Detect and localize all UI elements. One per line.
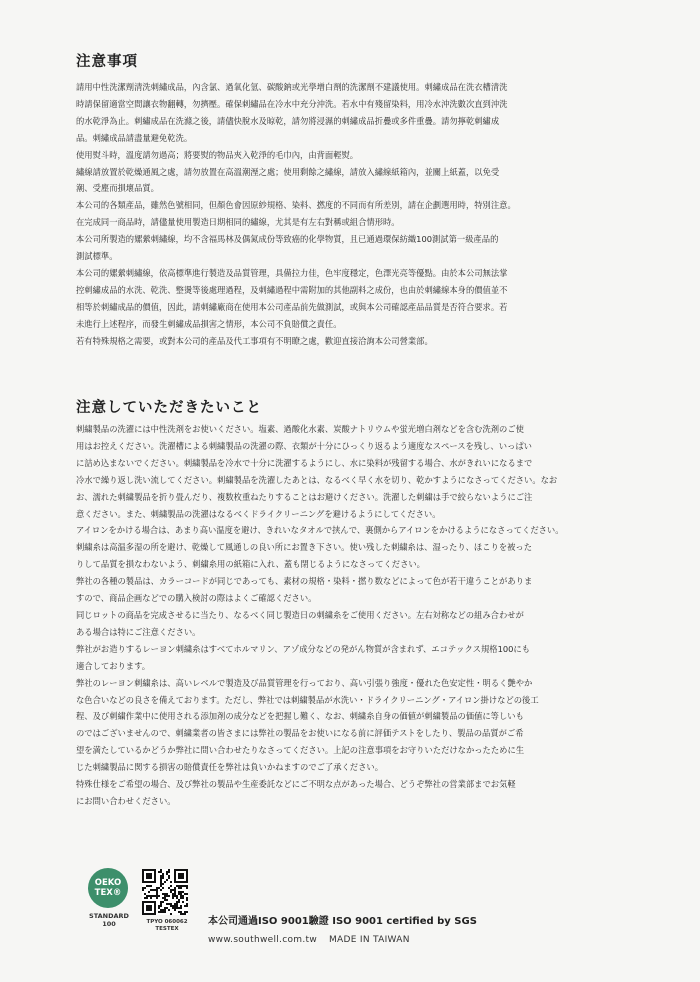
section-title-japanese: 注意していただきたいこと — [76, 400, 262, 416]
text-line: 弊社がお造りするレーヨン刺繍糸はすべてホルマリン、アゾ成分などの発がん物質が含まれず、エコテックス規格100にも — [76, 643, 530, 654]
text-line: 請用中性洗潔劑清洗刺繡成品，內含氯、過氧化氫、碳酸鈉或光學增白劑的洗潔劑不建議使用。刺繡成品在洗衣槽清洗 — [76, 82, 508, 92]
text-line: 意ください。また、刺繍製品の洗濯はなるべくドライクリーニングを避けるようにしてください。 — [76, 508, 441, 519]
text-line: 用はお控えください。洗濯槽による刺繍製品の洗濯の際、衣類が十分にひっくり返るよう適度なスペースを残し、いっぱい — [76, 440, 532, 451]
text-line: 繡線請放置於乾燥通風之處，請勿放置在高溫潮溼之處；使用剩餘之繡線，請放入繡線紙箱內，並關上紙蓋，以免受 — [76, 166, 500, 177]
text-line: 本公司的嫘縈刺繡線，依高標準進行製造及品質管理，具備拉力佳，色牢度穩定，色澤光亮等優點。由於本公司無法掌 — [76, 267, 508, 278]
text-line: 的水乾淨為止。刺繡成品在洗滌之後，請儘快脫水及晾乾，請勿將浸濕的刺繡成品折疊或多件重疊。請勿擰乾刺繡成 — [76, 115, 500, 126]
text-line: な色合いなどの良さを備えております。ただし、弊社では刺繍製品が水洗い・ドライクリーニング・アイロン掛けなどの後工 — [76, 694, 539, 705]
text-line: 控刺繡成品的水洗、乾洗、整燙等後處理過程，及刺繡過程中需附加的其他副料之成份，也由於刺繡線本身的價值並不 — [76, 284, 508, 295]
text-line: ある場合は特にご注意ください。 — [76, 626, 201, 637]
text-line: 同じロットの商品を完成させるに当たり、なるべく同じ製造日の刺繍糸をご使用ください。左右対称などの組み合わせが — [76, 609, 524, 620]
qr-caption: TPYO 060062 TESTEX — [146, 919, 188, 932]
footer — [88, 868, 548, 948]
text-line: 潮、受塵而損壞品質。 — [76, 183, 159, 194]
text-line: に詰め込まないでください。刺繍製品を冷水で十分に洗濯するようにし、水に染料が残留する場合、水がきれいになるまで — [76, 457, 533, 468]
text-line: 弊社の各種の製品は、カラーコードが同じであっても、素材の規格・染料・撚り数などによって色が若干違うことがありま — [76, 576, 533, 587]
text-line: 程、及び刺繍作業中に使用される添加剤の成分などを把握し難く、なお、刺繍糸自身の価値が刺繍製品の価値に等しいも — [76, 711, 524, 722]
text-line: 弊社のレーヨン刺繍糸は、高いレベルで製造及び品質管理を行っており、高い引張り強度・優れた色安定性・明るく艶やか — [76, 677, 533, 688]
text-line: 時請保留適當空間讓衣物翻轉，勿擠壓。確保刺繡品在冷水中充分沖洗。若水中有殘留染料，用冷水沖洗數次直到沖洗 — [76, 98, 508, 109]
qr-code-icon — [142, 869, 188, 915]
text-line: 未進行上述程序，而發生刺繡成品損害之情形，本公司不負賠償之責任。 — [76, 318, 342, 329]
certification-text: 本公司通過ISO 9001驗證 ISO 9001 certified by SGS — [208, 916, 477, 927]
text-line: 望を満たしているかどうか弊社に問い合わせたりなさってください。上記の注意事項をお守りいただけなかったために生 — [76, 745, 525, 756]
text-line: 若有特殊規格之需要，或對本公司的產品及代工事項有不明瞭之處，歡迎直接洽詢本公司營業部。 — [76, 335, 433, 346]
section-body-japanese — [76, 421, 636, 810]
text-line: にお問い合わせください。 — [76, 795, 176, 806]
text-line: お、濡れた刺繍製品を折り畳んだり、複数枚重ねたりすることはお避けください。洗濯した刺繍は手で絞らないようにご注 — [76, 491, 533, 502]
text-line: りして品質を損なわないよう、刺繍糸用の紙箱に入れ、蓋も閉じるようになさってください。 — [76, 559, 425, 570]
section-title-chinese: 注意事項 — [76, 54, 138, 70]
text-line: 刺繍製品の洗濯には中性洗剤をお使いください。塩素、過酸化水素、炭酸ナトリウムや蛍光増白剤などを含む洗剤のご使 — [76, 424, 524, 434]
text-line: 相等於刺繡成品的價值，因此，請刺繡廠商在使用本公司產品前先做測試，或與本公司確認產品品質是否符合要求。若 — [76, 301, 508, 312]
oeko-tex-logo: OEKO TEX® — [88, 868, 128, 908]
text-line: 冷水で繰り返し洗い流してください。刺繍製品を洗濯したあとは、なるべく早く水を切り、乾かすようになさってください。なお — [76, 474, 558, 485]
text-line: 本公司的各類產品，雖然色號相同，但顏色會因原紗規格、染料、撚度的不同而有所差別，請在企劃選用時，特別注意。 — [76, 200, 516, 211]
text-line: アイロンをかける場合は、あまり高い温度を避け、きれいなタオルで挟んで、裏側からアイロンをかけるようになさってください。 — [76, 525, 564, 536]
made-in-label: MADE IN TAIWAN — [328, 935, 410, 945]
footer-web-line — [208, 935, 410, 945]
text-line: すので、商品企画などでの購入検討の際はよくご確認ください。 — [76, 593, 317, 604]
website-link[interactable]: www.southwell.com.tw — [208, 935, 317, 945]
text-line: 特殊仕様をご希望の場合、及び弊社の製品や生産委託などにご不明な点があった場合、どうぞ弊社の営業部までお気軽 — [76, 779, 516, 790]
text-line: 品。刺繡成品請盡量避免乾洗。 — [76, 132, 193, 143]
text-line: 使用熨斗時，溫度請勿過高；將要熨的物品夾入乾淨的毛巾內，由背面輕熨。 — [76, 149, 359, 160]
text-line: 本公司所製造的嫘縈刺繡線，均不含福馬林及偶氮成份等致癌的化學物質，且已通過環保紡織100測試第一級產品的 — [76, 234, 499, 245]
text-line: 適合しております。 — [76, 660, 151, 671]
text-line: のではございませんので、刺繍業者の皆さまには弊社の製品をお使いになる前に評価テストをしたり、製品の品質がご希 — [76, 728, 524, 739]
text-line: 刺繍糸は高温多湿の所を避け、乾燥して風通しの良い所にお置き下さい。使い残した刺繍糸は、湿ったり、ほこりを被った — [76, 542, 533, 553]
text-line: 測試標準。 — [76, 251, 118, 262]
text-line: 在完成同一商品時，請儘量使用製造日期相同的繡線，尤其是有左右對稱或組合情形時。 — [76, 217, 400, 228]
text-line: じた刺繍製品に関する損害の賠償責任を弊社は負いかねますのでご了承ください。 — [76, 762, 383, 773]
section-body-chinese — [76, 79, 636, 350]
oeko-standard-label: STANDARD 100 — [89, 912, 129, 928]
